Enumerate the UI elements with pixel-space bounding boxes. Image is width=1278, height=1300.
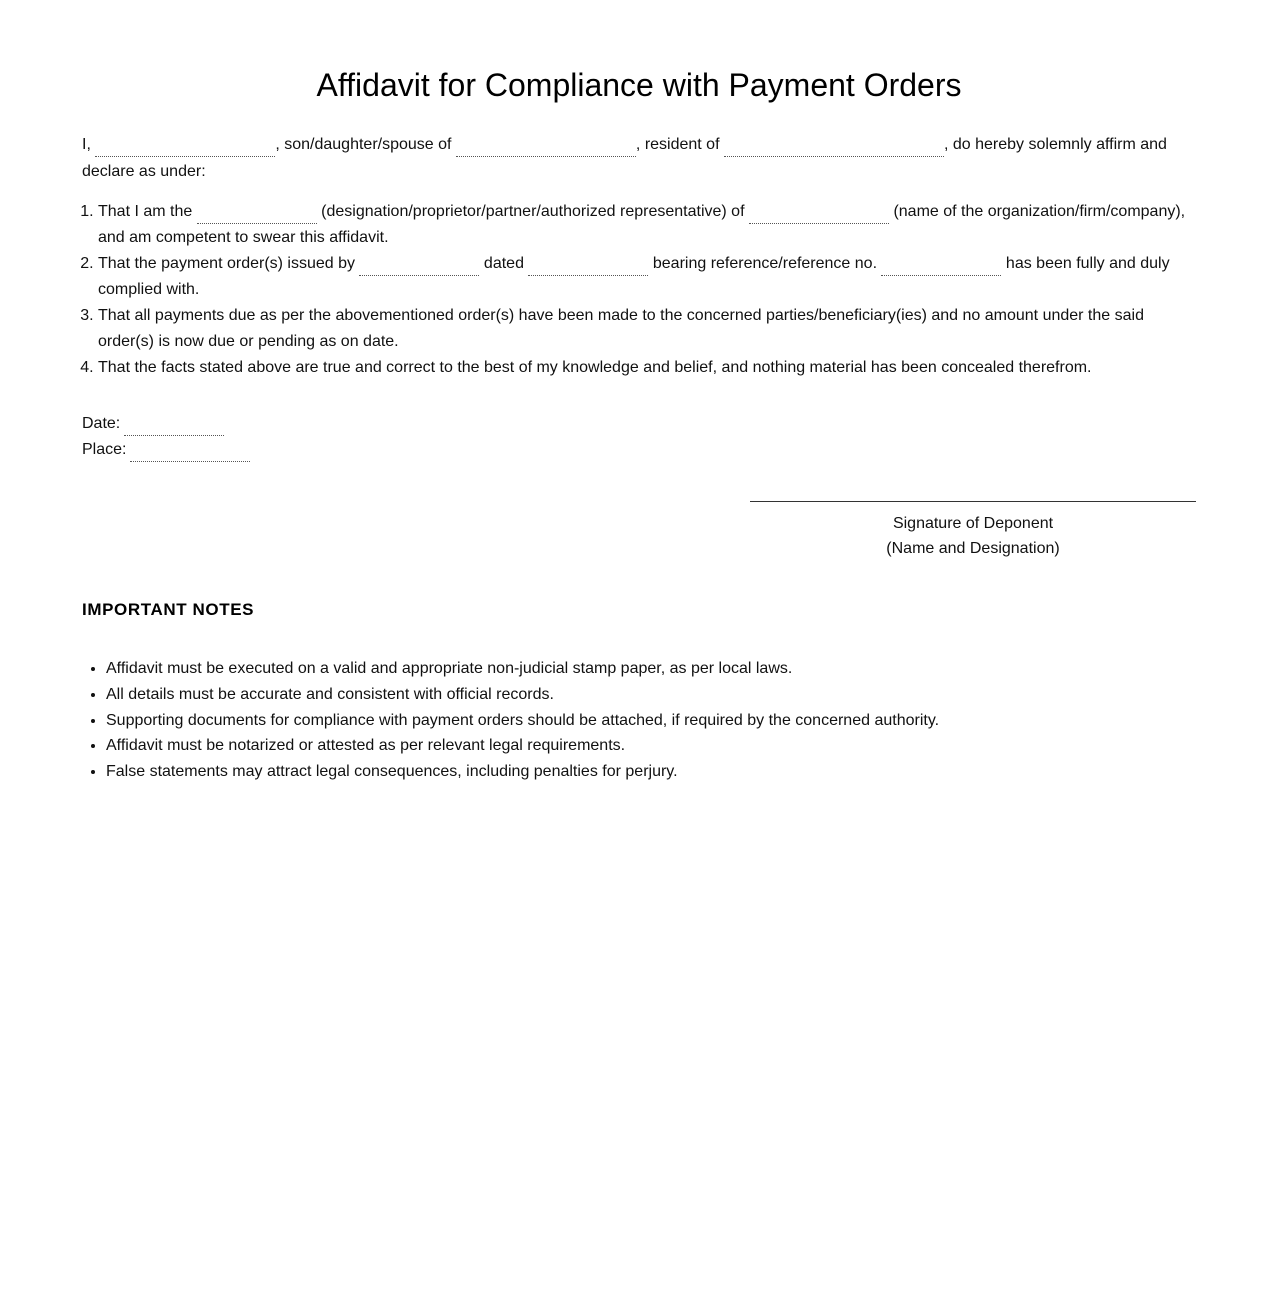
affirmation-list [82, 199, 1196, 381]
reference-number-blank[interactable] [881, 255, 1001, 276]
important-notes-heading: IMPORTANT NOTES [82, 600, 255, 619]
point-2-text-d: has been fully and duly complied with. [98, 255, 1170, 298]
intro-son-of: , son/daughter/spouse of [275, 136, 452, 153]
signature-line[interactable] [750, 501, 1196, 502]
point-2-text-b: dated [483, 255, 524, 272]
signature-block [750, 501, 1196, 561]
intro-resident-of: , resident of [635, 136, 720, 153]
affirmation-item [98, 251, 1196, 303]
intro-affirm: , do hereby solemnly affirm and declare as under: [82, 136, 1167, 180]
point-1-text-a: That I am the [98, 203, 193, 220]
place-row [82, 437, 1196, 463]
parent-spouse-name-blank[interactable] [456, 136, 636, 157]
order-date-blank[interactable] [528, 255, 648, 276]
intro-paragraph [82, 131, 1196, 185]
note-item: • All details must be accurate and consistent with official records. [106, 682, 939, 708]
note-item: • Affidavit must be executed on a valid and appropriate non-judicial stamp paper, as per local laws. [106, 656, 939, 682]
date-label: Date: [82, 415, 121, 432]
date-row [82, 411, 1196, 437]
signature-subcaption: (Name and Designation) [886, 540, 1060, 557]
issuing-authority-blank[interactable] [359, 255, 479, 276]
document-title: Affidavit for Compliance with Payment Orders [316, 67, 962, 103]
affirmation-item [98, 199, 1196, 251]
point-2-text-c: bearing reference/reference no. [652, 255, 878, 272]
signature-caption: Signature of Deponent [892, 515, 1054, 532]
residence-address-blank[interactable] [724, 136, 944, 157]
point-2-text-a: That the payment order(s) issued by [98, 255, 356, 272]
point-1-text-b: (designation/proprietor/partner/authorized representative) of [321, 203, 745, 220]
place-blank[interactable] [130, 441, 250, 462]
note-item: • Affidavit must be notarized or attested as per relevant legal requirements. [106, 733, 939, 759]
affirmation-item [98, 355, 1196, 381]
point-4-text: That the facts stated above are true and correct to the best of my knowledge and belief, and nothing material has been concealed therefrom. [98, 359, 1092, 376]
note-item: • Supporting documents for compliance with payment orders should be attached, if required by the concerned authority. [106, 708, 939, 734]
date-blank[interactable] [124, 415, 224, 436]
organization-name-blank[interactable] [749, 203, 889, 224]
affirmation-item [98, 303, 1196, 355]
important-notes-list [82, 656, 939, 785]
point-3-text: That all payments due as per the abovementioned order(s) have been made to the concerned parties/beneficiary(ies) and no amount under the said order(s) is now due or pending as on date. [98, 307, 1144, 350]
place-label: Place: [82, 441, 127, 458]
note-item: • False statements may attract legal consequences, including penalties for perjury. [106, 759, 939, 785]
date-place-block [82, 411, 1196, 463]
point-1-text-c: (name of the organization/firm/company), and am competent to swear this affidavit. [98, 203, 1186, 246]
deponent-name-blank[interactable] [95, 136, 275, 157]
designation-blank[interactable] [197, 203, 317, 224]
intro-prefix: I, [82, 136, 91, 153]
